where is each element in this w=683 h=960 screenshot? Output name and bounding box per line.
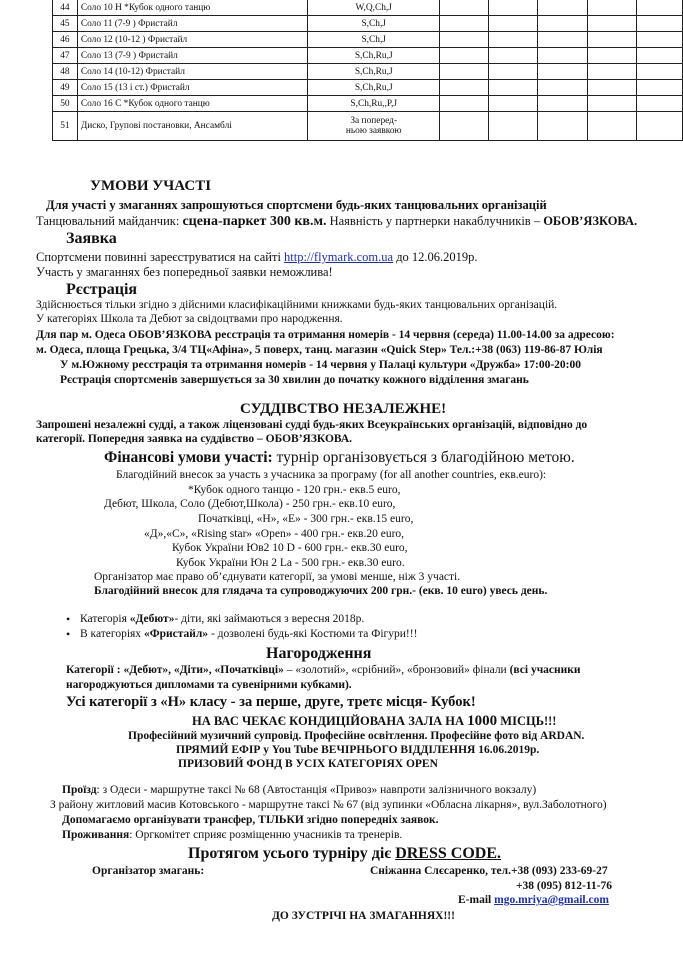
empty-cell xyxy=(587,112,636,141)
empty-cell xyxy=(489,48,538,64)
table-row xyxy=(53,48,683,64)
empty-cell xyxy=(636,32,682,48)
dress-code-label: DRESS CODE. xyxy=(395,845,501,862)
category-name-cell: Соло 13 (7-9 ) Фристайл xyxy=(77,48,308,64)
empty-cell xyxy=(587,0,636,16)
empty-cell xyxy=(489,0,538,16)
empty-cell xyxy=(439,112,488,141)
empty-cell xyxy=(587,96,636,112)
empty-cell xyxy=(439,96,488,112)
fee-line: Дебют, Школа, Соло (Дебют,Школа) - 250 грн.- екв.10 euro, xyxy=(104,498,396,510)
categories-table xyxy=(52,0,683,141)
label-heels: Наявність у партнерки накаблучників – xyxy=(326,214,544,228)
label-floor: Танцювальний майданчик: xyxy=(36,214,183,228)
program-cell: S,Ch,Ru,J xyxy=(308,80,440,96)
empty-cell xyxy=(538,16,587,32)
email-link[interactable]: mgo.mriya@gmail.com xyxy=(494,894,609,906)
closing-line: ДО ЗУСТРІЧІ НА ЗМАГАННЯХ!!! xyxy=(272,910,455,922)
empty-cell xyxy=(439,16,488,32)
category-name-cell: Соло 12 (10-12 ) Фристайл xyxy=(77,32,308,48)
empty-cell xyxy=(587,48,636,64)
table-row xyxy=(53,64,683,80)
registration-line2: У категоріях Школа та Дебют за свідоцтвами про народження. xyxy=(36,313,343,325)
awards-categories: Категорії : «Дебют», «Діти», «Початківці» xyxy=(66,664,284,676)
bullet-freestyle xyxy=(80,628,417,640)
row-number-cell: 46 xyxy=(53,32,78,48)
category-name-cell: Соло 16 С *Кубок одного танцю xyxy=(77,96,308,112)
registration-line3: Для пар м. Одеса ОБОВ’ЯЗКОВА ресстрація та отримання номерів - 14 червня (середа) 11.00-14.00 за адресою: xyxy=(36,329,615,341)
conditions-line2 xyxy=(36,214,637,230)
bullet-debut xyxy=(80,613,364,625)
empty-cell xyxy=(489,112,538,141)
travel-line2: З району житловий масив Котовського - маршрутне таксі № 67 (від зупинки «Обласна лікарня», вул.Заболотного) xyxy=(50,799,607,811)
finance-note2: Благодійний внесок для глядача та супроводжуючих 200 грн.- (екв. 10 euro) увесь день. xyxy=(94,585,548,597)
category-name-cell: Соло 11 (7-9 ) Фристайл xyxy=(77,16,308,32)
empty-cell xyxy=(636,112,682,141)
organizer-label: Організатор змагань: xyxy=(92,865,205,877)
awards-finals: – «золотий», «срібний», «бронзовий» фінали xyxy=(283,664,510,676)
awards-line4 xyxy=(192,713,556,730)
empty-cell xyxy=(538,48,587,64)
row-number-cell: 44 xyxy=(53,0,78,16)
empty-cell xyxy=(636,48,682,64)
accommodation-label: Проживання xyxy=(62,829,130,841)
empty-cell xyxy=(636,16,682,32)
empty-cell xyxy=(489,16,538,32)
travel-label: Проїзд xyxy=(62,784,97,796)
floor-value: сцена-паркет 300 кв.м. xyxy=(182,214,327,229)
travel-text: : з Одеси - маршрутне таксі № 68 (Автостанція «Привоз» навпроти залізничного вокзалу) xyxy=(96,784,537,796)
fee-line: Кубок України Юв2 10 D - 600 грн.- екв.30 euro, xyxy=(172,542,408,554)
registration-title: Рєстрація xyxy=(66,281,138,298)
awards-line2: нагороджуються дипломами та сувенірними кубками). xyxy=(66,679,352,691)
program-cell: S,Ch,Ru,,P,J xyxy=(308,96,440,112)
table-row xyxy=(53,96,683,112)
judging-line1: Запрошені незалежні судді, а також ліцензовані судді будь-яких Всеукраїнських організацій, відповідно до xyxy=(36,419,588,431)
registration-line6: Рєстрація спортсменів завершується за 30 хвилин до початку кожного відділення змагань xyxy=(60,374,529,386)
empty-cell xyxy=(636,96,682,112)
fee-line: *Кубок одного танцю - 120 грн.- екв.5 euro, xyxy=(188,484,401,496)
bullet-text: В категоріях xyxy=(80,628,144,640)
finance-title-text: турнір організовується з благодійною метою. xyxy=(272,449,575,466)
empty-cell xyxy=(538,96,587,112)
finance-intro: Благодійний внесок за участь з учасника за програму (for all another countries, екв.euro): xyxy=(116,469,547,481)
empty-cell xyxy=(636,0,682,16)
empty-cell xyxy=(587,16,636,32)
bullet-text: - дозволені будь-які Костюми та Фігури!!! xyxy=(208,628,418,640)
conditions-line1: Для участі у змаганнях запрошуються спортсмени будь-яких танцювальних організацій xyxy=(46,198,547,212)
hall-text: НА ВАС ЧЕКАЄ КОНДИЦІЙОВАНА ЗАЛА НА xyxy=(192,714,468,728)
organizer-name: Сніжанна Слєсаренко, тел.+38 (093) 233-69-27 xyxy=(370,865,608,877)
hall-text-end: МІСЦЬ!!! xyxy=(497,714,557,728)
empty-cell xyxy=(489,80,538,96)
flymark-link[interactable]: http://flymark.com.ua xyxy=(284,250,394,264)
empty-cell xyxy=(439,64,488,80)
empty-cell xyxy=(636,64,682,80)
empty-cell xyxy=(538,64,587,80)
hall-seats: 1000 xyxy=(467,713,498,729)
empty-cell xyxy=(587,80,636,96)
table-row xyxy=(53,80,683,96)
category-name-cell: Соло 10 Н *Кубок одного танцю xyxy=(77,0,308,16)
program-cell: S,Ch,Ru,J xyxy=(308,64,440,80)
bullet-text: - діти, які займаються з вересня 2018р. xyxy=(174,613,365,625)
row-number-cell: 49 xyxy=(53,80,78,96)
awards-line7: ПРИЗОВИЙ ФОНД В УСІХ КАТЕГОРІЯХ OPEN xyxy=(178,758,438,770)
awards-note: (всі учасники xyxy=(509,664,581,676)
awards-title: Нагородження xyxy=(266,645,372,662)
program-cell: S,Ch,J xyxy=(308,32,440,48)
fee-line: «Д»,«С», «Rising star» «Open» - 400 грн.- екв.20 euro, xyxy=(144,528,405,540)
category-name-cell: Диско, Групові постановки, Ансамблі xyxy=(77,112,308,141)
category-name-cell: Соло 14 (10-12) Фристайл xyxy=(77,64,308,80)
fee-line: Кубок України Юн 2 La - 500 грн.- екв.30 euro. xyxy=(176,557,405,569)
email-label: E-mail xyxy=(458,894,495,906)
empty-cell xyxy=(489,32,538,48)
bullet-bold: «Дебют» xyxy=(129,613,175,625)
heels-value: ОБОВ’ЯЗКОВА. xyxy=(543,214,638,228)
finance-title-bold: Фінансові умови участі: xyxy=(104,449,273,466)
travel-line1 xyxy=(62,784,536,796)
empty-cell xyxy=(538,32,587,48)
application-text: Спортсмени повинні зареєструватися на сайті xyxy=(36,250,285,264)
empty-cell xyxy=(439,32,488,48)
empty-cell xyxy=(489,96,538,112)
judging-line2: категорії. Попередня заявка на суддівство – ОБОВ’ЯЗКОВА. xyxy=(36,433,353,445)
empty-cell xyxy=(636,80,682,96)
organizer-email xyxy=(458,894,609,906)
row-number-cell: 50 xyxy=(53,96,78,112)
empty-cell xyxy=(538,80,587,96)
empty-cell xyxy=(538,0,587,16)
empty-cell xyxy=(489,64,538,80)
empty-cell xyxy=(439,0,488,16)
category-name-cell: Соло 15 (13 і ст.) Фристайл xyxy=(77,80,308,96)
program-cell: S,Ch,Ru,J xyxy=(308,48,440,64)
table-row xyxy=(53,112,683,141)
empty-cell xyxy=(587,64,636,80)
application-title: Заявка xyxy=(66,230,117,247)
application-deadline: до 12.06.2019р. xyxy=(393,250,478,264)
organizer-phone2: +38 (095) 812-11-76 xyxy=(516,880,612,892)
row-number-cell: 51 xyxy=(53,112,78,141)
travel-line4 xyxy=(62,829,402,841)
bullet-icon: • xyxy=(66,627,71,641)
accommodation-text: : Оргкомітет сприяє розміщенню учасників та тренерів. xyxy=(129,829,403,841)
awards-line3: Усі категорії з «Н» класу - за перше, друге, третє місця- Кубок! xyxy=(66,694,476,710)
application-line2: Участь у змаганнях без попередньої заявки неможлива! xyxy=(36,265,333,279)
dress-code-line xyxy=(188,845,501,863)
empty-cell xyxy=(439,80,488,96)
registration-line1: Здійснюється тільки згідно з дійсними класифікаційними книжками будь-яких танцювальних організацій. xyxy=(36,299,558,311)
awards-line6: ПРЯМИЙ ЕФІР у You Tube ВЕЧІРНЬОГО ВІДДІЛЕННЯ 16.06.2019р. xyxy=(176,744,540,756)
empty-cell xyxy=(538,112,587,141)
row-number-cell: 45 xyxy=(53,16,78,32)
judging-title: СУДДІВСТВО НЕЗАЛЕЖНЕ! xyxy=(240,401,447,417)
table-row xyxy=(53,16,683,32)
awards-line1 xyxy=(66,664,581,676)
finance-note1: Організатор має право об’єднувати категорії, за умові менше, ніж 3 участі. xyxy=(94,571,461,583)
empty-cell xyxy=(587,32,636,48)
registration-line4: м. Одеса, площа Грецька, 3/4 ТЦ«Афіна», 5 поверх, танц. магазин «Quick Step» Тел.:+38 (063) 119-86-87 Юлія xyxy=(36,344,603,356)
table-row xyxy=(53,32,683,48)
table-row xyxy=(53,0,683,16)
awards-line5: Професійний музичний супровід. Професійне освітлення. Професійне фото від ARDAN. xyxy=(128,730,585,742)
empty-cell xyxy=(439,48,488,64)
program-cell: За поперед- ньою заявкою xyxy=(308,112,440,141)
bullet-bold: «Фристайл» xyxy=(143,628,209,640)
application-line1 xyxy=(36,250,478,265)
program-cell: W,Q,Ch,J xyxy=(308,0,440,16)
finance-title xyxy=(104,449,575,467)
travel-line3: Допомагаємо організувати трансфер, ТІЛЬКИ згідно попередніх заявок. xyxy=(62,814,439,826)
fee-line: Початківці, «Н», «Е» - 300 грн.- екв.15 euro, xyxy=(198,513,414,525)
bullet-icon: • xyxy=(66,612,71,626)
bullet-text: Категорія xyxy=(80,613,130,625)
row-number-cell: 47 xyxy=(53,48,78,64)
row-number-cell: 48 xyxy=(53,64,78,80)
dress-code-text: Протягом усього турніру діє xyxy=(188,845,396,862)
conditions-title: УМОВИ УЧАСТІ xyxy=(90,178,212,194)
registration-line5: У м.Южному ресстрація та отримання номерів - 14 червня у Палаці культури «Дружба» 17:00-20:00 xyxy=(60,359,582,371)
program-cell: S,Ch,J xyxy=(308,16,440,32)
